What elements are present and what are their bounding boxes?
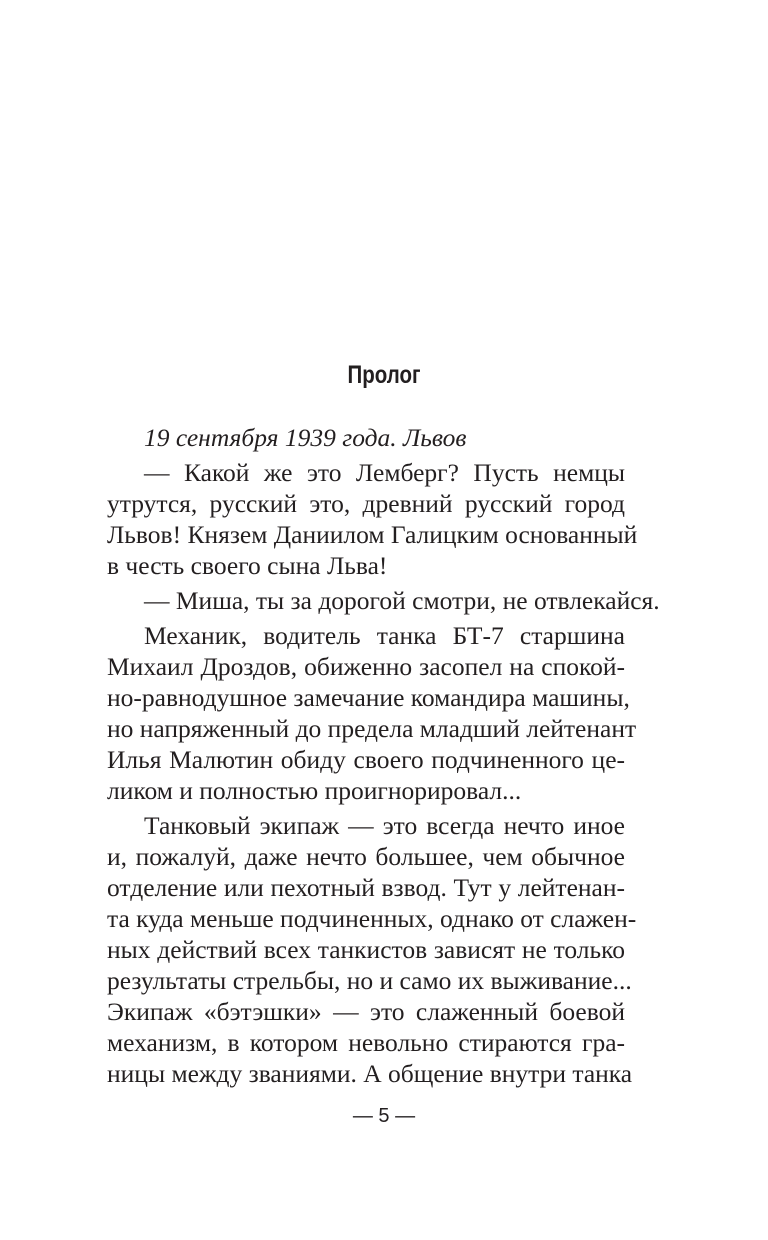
text-line: ницы между званиями. А общение внутри танка [107, 1059, 633, 1088]
text-line: отделение или пехотный взвод. Тут у лейтенан- [107, 873, 625, 902]
text-line: ных действий всех танкистов зависят не только [107, 935, 625, 964]
text-line: Львов! Князем Даниилом Галицким основанный [107, 520, 638, 549]
text-line: Илья Малютин обиду своего подчиненного це- [107, 745, 625, 774]
text-line: результаты стрельбы, но и само их выживание... [107, 966, 632, 995]
text-line: та куда меньше подчиненных, однако от слажен- [107, 904, 637, 933]
text-line: ликом и полностью проигнорировал... [107, 776, 522, 805]
text-line: — Миша, ты за дорогой смотри, не отвлекайся. [144, 586, 660, 615]
text-line: и, пожалуй, даже нечто большее, чем обычное [107, 842, 625, 871]
chapter-title: Пролог [347, 361, 421, 389]
text-line: Механик, водитель танка БТ-7 старшина [144, 621, 625, 650]
text-line: Танковый экипаж — это всегда нечто иное [144, 811, 625, 840]
text-line: утрутся, русский это, древний русский город [107, 489, 625, 518]
text-line: в честь своего сына Льва! [107, 551, 388, 580]
text-line: Михаил Дроздов, обиженно засопел на спокой- [107, 652, 625, 681]
text-line: механизм, в котором невольно стираются гра- [107, 1028, 625, 1057]
text-line: но-равнодушное замечание командира машины, [107, 683, 630, 712]
body-text [107, 422, 660, 1089]
text-line: Экипаж «бэтэшки» — это слаженный боевой [107, 997, 625, 1026]
text-line: — Какой же это Лемберг? Пусть немцы [144, 458, 625, 487]
page-number: — 5 — [352, 1105, 416, 1127]
text-line: но напряженный до предела младший лейтенант [107, 714, 637, 743]
dateline: 19 сентября 1939 года. Львов [144, 423, 467, 452]
